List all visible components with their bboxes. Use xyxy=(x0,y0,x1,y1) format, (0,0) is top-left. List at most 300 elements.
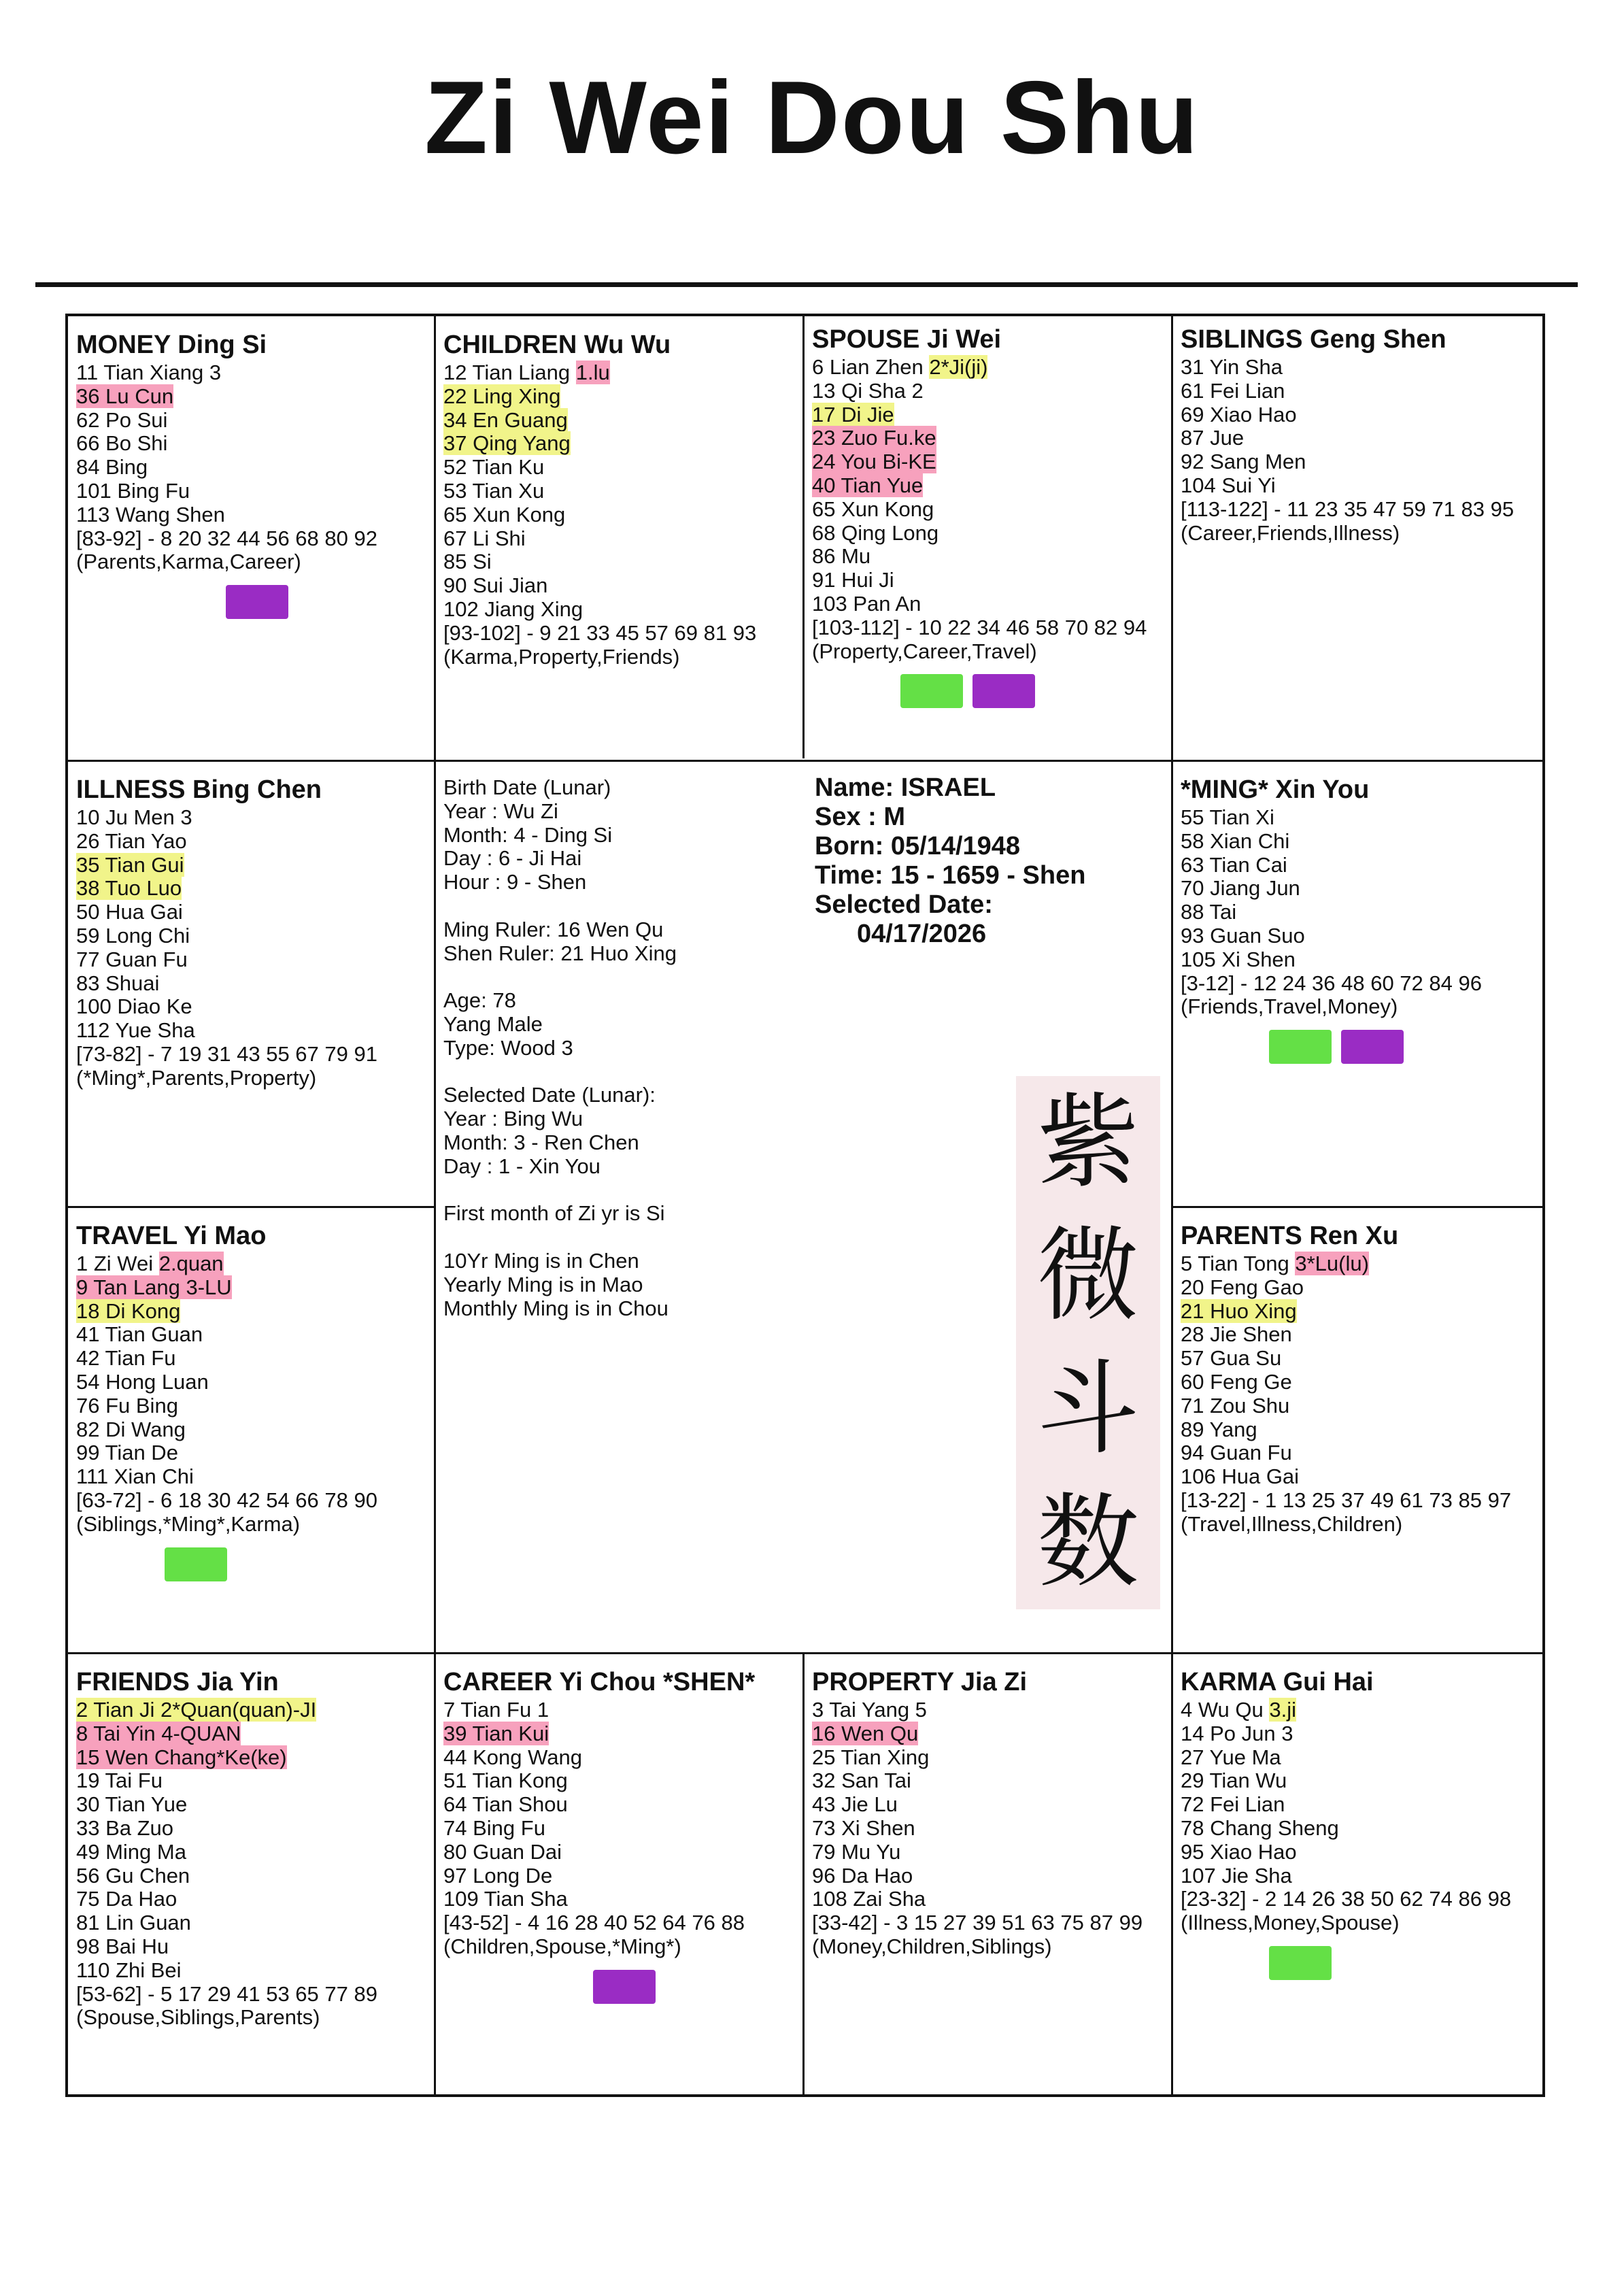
star-text: (Travel,Illness,Children) xyxy=(1181,1511,1403,1536)
star-line xyxy=(443,361,796,385)
palace-spouse xyxy=(804,311,1171,754)
star-line xyxy=(1181,426,1536,450)
color-markers xyxy=(76,585,427,619)
star-text: 5 Tian Tong xyxy=(1181,1252,1296,1275)
star-line xyxy=(1181,1465,1536,1489)
star-line xyxy=(1181,1722,1536,1746)
star-text: (Money,Children,Siblings) xyxy=(812,1934,1052,1958)
star-text: 71 Zou Shu xyxy=(1181,1393,1290,1418)
star-line xyxy=(76,480,427,503)
star-text: 72 Fei Lian xyxy=(1181,1792,1285,1817)
lunar-line: Birth Date (Lunar) xyxy=(443,775,611,799)
star-text: 112 Yue Sha xyxy=(76,1018,195,1043)
person-name: Name: ISRAEL xyxy=(815,773,996,802)
spacer xyxy=(443,1226,797,1250)
palace-heading: *MING* Xin You xyxy=(1181,775,1370,804)
purple-marker xyxy=(593,1970,656,2004)
star-text: 79 Mu Yu xyxy=(812,1839,901,1864)
star-text: 32 San Tai xyxy=(812,1768,911,1793)
star-line xyxy=(76,1769,427,1793)
star-line xyxy=(812,403,1164,427)
star-text: 58 Xian Chi xyxy=(1181,828,1290,853)
star-line xyxy=(443,1888,796,1911)
star-line xyxy=(76,385,427,409)
star-text: 49 Ming Ma xyxy=(76,1839,186,1864)
star-line xyxy=(76,1067,427,1090)
star-line xyxy=(76,1722,427,1746)
spacer xyxy=(443,1060,797,1084)
star-line xyxy=(443,574,796,598)
star-text: 55 Tian Xi xyxy=(1181,805,1274,829)
star-text: (Illness,Money,Spouse) xyxy=(1181,1911,1400,1935)
star-text: 87 Jue xyxy=(1181,426,1245,450)
star-line xyxy=(443,480,796,503)
star-text: 104 Sui Yi xyxy=(1181,473,1276,497)
star-line xyxy=(76,409,427,433)
star-line xyxy=(1181,1513,1536,1537)
star-text: 86 Mu xyxy=(812,544,871,569)
star-text: [53-62] - 5 17 29 41 53 65 77 89 xyxy=(76,1981,377,2006)
purple-marker xyxy=(1341,1030,1404,1064)
star-line xyxy=(812,1935,1164,1959)
star-line xyxy=(812,522,1164,546)
palace-heading: FRIENDS Jia Yin xyxy=(76,1668,279,1696)
star-line xyxy=(443,1841,796,1864)
spacer xyxy=(443,1179,797,1203)
palace-heading: PROPERTY Jia Zi xyxy=(812,1668,1028,1696)
star-line xyxy=(812,1817,1164,1841)
star-text: 70 Jiang Jun xyxy=(1181,876,1300,901)
green-marker xyxy=(165,1547,227,1581)
star-text: (Spouse,Siblings,Parents) xyxy=(76,2005,320,2030)
lunar-line: Day : 6 - Ji Hai xyxy=(443,846,582,871)
star-text: 16 Wen Qu xyxy=(812,1721,919,1745)
star-line xyxy=(443,1722,796,1746)
star-text: 36 Lu Cun xyxy=(76,384,174,408)
palace-heading: TRAVEL Yi Mao xyxy=(76,1222,267,1250)
star-text: 84 Bing xyxy=(76,455,148,480)
calligraphy-seal xyxy=(1016,1076,1160,1609)
star-text: 106 Hua Gai xyxy=(1181,1464,1300,1489)
star-line xyxy=(443,1793,796,1817)
star-line xyxy=(812,450,1164,474)
lunar-line: Shen Ruler: 21 Huo Xing xyxy=(443,941,677,965)
star-text: 1 Zi Wei xyxy=(76,1252,159,1275)
star-line xyxy=(1181,877,1536,901)
palace-money xyxy=(68,316,434,760)
lunar-line: Day : 1 - Xin You xyxy=(443,1154,600,1178)
lunar-line: Year : Wu Zi xyxy=(443,799,558,823)
palace-siblings xyxy=(1172,311,1542,754)
star-text: 57 Gua Su xyxy=(1181,1346,1282,1371)
star-line xyxy=(76,432,427,456)
star-text: [83-92] - 8 20 32 44 56 68 80 92 xyxy=(76,526,377,550)
transform-marker: 3*Lu(lu) xyxy=(1295,1252,1369,1275)
star-line xyxy=(443,385,796,409)
star-text: [113-122] - 11 23 35 47 59 71 83 95 xyxy=(1181,497,1515,521)
star-line xyxy=(76,877,427,901)
star-line xyxy=(76,2006,427,2030)
star-text: 98 Bai Hu xyxy=(76,1934,169,1958)
star-text: 53 Tian Xu xyxy=(443,478,545,503)
lunar-line: First month of Zi yr is Si xyxy=(443,1201,665,1226)
star-line xyxy=(76,1252,427,1276)
star-line xyxy=(443,1935,796,1959)
star-line xyxy=(76,1817,427,1841)
palace-heading: SIBLINGS Geng Shen xyxy=(1181,325,1447,354)
color-markers xyxy=(812,674,1164,708)
star-text: 77 Guan Fu xyxy=(76,947,188,971)
star-text: 10 Ju Men 3 xyxy=(76,805,192,829)
lunar-line: Ming Ruler: 16 Wen Qu xyxy=(443,917,664,941)
star-line xyxy=(76,1935,427,1959)
star-line xyxy=(1181,1864,1536,1888)
star-text: 22 Ling Xing xyxy=(443,384,561,408)
palace-karma xyxy=(1172,1654,1542,2094)
star-line xyxy=(812,545,1164,569)
star-text: 11 Tian Xiang 3 xyxy=(76,361,222,384)
star-text: 67 Li Shi xyxy=(443,526,526,550)
star-text: 44 Kong Wang xyxy=(443,1745,582,1769)
star-line xyxy=(76,1371,427,1394)
star-line xyxy=(76,1911,427,1935)
star-line xyxy=(76,806,427,830)
star-line xyxy=(1181,1300,1536,1324)
star-line xyxy=(1181,948,1536,972)
palace-heading: CAREER Yi Chou *SHEN* xyxy=(443,1668,756,1696)
star-line xyxy=(812,498,1164,522)
color-markers xyxy=(1181,1946,1536,1980)
star-text: 109 Tian Sha xyxy=(443,1887,568,1911)
star-text: [63-72] - 6 18 30 42 54 66 78 90 xyxy=(76,1488,377,1512)
lunar-line: Year : Bing Wu xyxy=(443,1107,583,1131)
star-line xyxy=(443,1817,796,1841)
star-text: 68 Qing Long xyxy=(812,520,939,545)
star-line xyxy=(76,527,427,551)
star-text: 88 Tai xyxy=(1181,900,1237,924)
seal-char-3: 斗 xyxy=(1036,1350,1139,1469)
star-line xyxy=(1181,522,1536,546)
color-markers xyxy=(443,1970,796,2004)
star-line xyxy=(443,456,796,480)
star-text: 113 Wang Shen xyxy=(76,502,225,526)
star-line xyxy=(76,1959,427,1983)
star-line xyxy=(443,1864,796,1888)
palace-ming xyxy=(1172,761,1542,1206)
star-line xyxy=(812,1888,1164,1911)
star-text: 52 Tian Ku xyxy=(443,455,545,480)
purple-marker xyxy=(226,585,288,619)
star-line xyxy=(76,550,427,574)
star-text: 93 Guan Suo xyxy=(1181,923,1305,948)
star-line xyxy=(1181,1746,1536,1770)
star-text: 105 Xi Shen xyxy=(1181,947,1296,971)
star-text: (Career,Friends,Illness) xyxy=(1181,520,1400,545)
star-text: 40 Tian Yue xyxy=(812,473,924,497)
star-line xyxy=(76,948,427,972)
green-marker xyxy=(1269,1030,1332,1064)
star-text: 27 Yue Ma xyxy=(1181,1745,1281,1769)
lunar-line: Selected Date (Lunar): xyxy=(443,1083,656,1107)
page-title: Zi Wei Dou Shu xyxy=(424,60,1200,175)
star-text: [33-42] - 3 15 27 39 51 63 75 87 99 xyxy=(812,1911,1143,1935)
star-line xyxy=(76,1746,427,1770)
star-text: [3-12] - 12 24 36 48 60 72 84 96 xyxy=(1181,971,1482,995)
star-line xyxy=(1181,1276,1536,1300)
star-text: 14 Po Jun 3 xyxy=(1181,1721,1293,1745)
star-line xyxy=(812,380,1164,403)
selected-date-label: Selected Date: xyxy=(815,890,993,919)
star-text: 94 Guan Fu xyxy=(1181,1441,1292,1465)
star-text: (Children,Spouse,*Ming*) xyxy=(443,1934,681,1958)
star-line xyxy=(812,426,1164,450)
star-line xyxy=(1181,498,1536,522)
star-text: [23-32] - 2 14 26 38 50 62 74 86 98 xyxy=(1181,1887,1512,1911)
star-line xyxy=(443,598,796,622)
star-text: 63 Tian Cai xyxy=(1181,852,1287,877)
star-text: 21 Huo Xing xyxy=(1181,1298,1297,1323)
star-line xyxy=(76,1300,427,1324)
palace-heading: PARENTS Ren Xu xyxy=(1181,1222,1399,1250)
spacer xyxy=(443,894,797,918)
star-text: 31 Yin Sha xyxy=(1181,355,1283,379)
star-text: 30 Tian Yue xyxy=(76,1792,188,1817)
star-line xyxy=(1181,830,1536,854)
green-marker xyxy=(1269,1946,1332,1980)
lunar-info xyxy=(443,776,797,1320)
star-text: 50 Hua Gai xyxy=(76,900,183,924)
lunar-line: Age: 78 xyxy=(443,988,516,1013)
star-text: 110 Zhi Bei xyxy=(76,1958,182,1982)
star-text: 75 Da Hao xyxy=(76,1887,177,1911)
star-text: 13 Qi Sha 2 xyxy=(812,378,924,403)
star-line xyxy=(76,901,427,924)
star-text: 6 Lian Zhen xyxy=(812,355,930,379)
star-line xyxy=(812,1841,1164,1864)
star-line xyxy=(1181,1817,1536,1841)
star-text: 8 Tai Yin 4-QUAN xyxy=(76,1721,241,1745)
star-line xyxy=(1181,356,1536,380)
star-text: 23 Zuo Fu.ke xyxy=(812,426,936,450)
star-line xyxy=(812,1793,1164,1817)
star-text: 73 Xi Shen xyxy=(812,1815,915,1840)
star-text: 34 En Guang xyxy=(443,407,568,432)
star-line xyxy=(1181,1371,1536,1394)
star-text: [43-52] - 4 16 28 40 52 64 76 88 xyxy=(443,1911,745,1935)
star-line xyxy=(1181,1769,1536,1793)
star-line xyxy=(443,1769,796,1793)
lunar-line: Monthly Ming is in Chou xyxy=(443,1296,669,1320)
transform-marker: 3.ji xyxy=(1269,1698,1297,1722)
star-text: 85 Si xyxy=(443,550,492,574)
star-text: 65 Xun Kong xyxy=(443,502,566,526)
star-line xyxy=(443,646,796,669)
star-line xyxy=(76,1394,427,1418)
star-line xyxy=(76,1441,427,1465)
star-text: 76 Fu Bing xyxy=(76,1393,178,1418)
star-text: 56 Gu Chen xyxy=(76,1863,190,1888)
star-text: 95 Xiao Hao xyxy=(1181,1839,1297,1864)
transform-marker: 2.quan xyxy=(158,1252,224,1275)
star-text: [93-102] - 9 21 33 45 57 69 81 93 xyxy=(443,620,757,645)
palace-friends xyxy=(68,1654,434,2094)
star-text: 62 Po Sui xyxy=(76,407,168,432)
star-text: 108 Zai Sha xyxy=(812,1887,926,1911)
star-line xyxy=(1181,1698,1536,1722)
star-line xyxy=(76,1513,427,1537)
star-line xyxy=(812,640,1164,664)
seal-char-2: 微 xyxy=(1036,1217,1139,1335)
palace-heading: ILLNESS Bing Chen xyxy=(76,775,322,804)
star-text: 90 Sui Jian xyxy=(443,573,548,598)
star-line xyxy=(1181,1841,1536,1864)
palace-heading: KARMA Gui Hai xyxy=(1181,1668,1374,1696)
star-line xyxy=(76,1347,427,1371)
star-line xyxy=(1181,995,1536,1019)
chart-grid xyxy=(65,314,1545,2097)
lunar-line: Hour : 9 - Shen xyxy=(443,870,587,894)
star-line xyxy=(76,1418,427,1442)
star-text: 7 Tian Fu 1 xyxy=(443,1698,549,1722)
star-text: 111 Xian Chi xyxy=(76,1464,194,1489)
star-text: (Friends,Travel,Money) xyxy=(1181,994,1398,1019)
star-text: [103-112] - 10 22 34 46 58 70 82 94 xyxy=(812,615,1147,639)
star-text: 82 Di Wang xyxy=(76,1417,186,1441)
palace-property xyxy=(804,1654,1171,2094)
star-line xyxy=(1181,403,1536,427)
star-line xyxy=(76,1983,427,2007)
star-text: 80 Guan Dai xyxy=(443,1839,562,1864)
star-line xyxy=(812,474,1164,498)
seal-char-1: 紫 xyxy=(1036,1084,1139,1202)
star-line xyxy=(812,356,1164,380)
star-line xyxy=(1181,1323,1536,1347)
seal-char-4: 数 xyxy=(1036,1483,1139,1602)
star-line xyxy=(812,1911,1164,1935)
lunar-line: Month: 4 - Ding Si xyxy=(443,822,613,847)
star-line xyxy=(1181,1888,1536,1911)
star-text: 26 Tian Yao xyxy=(76,828,187,853)
person-info xyxy=(815,773,1162,949)
star-line xyxy=(1181,474,1536,498)
transform-marker: 2*Ji(ji) xyxy=(929,355,988,379)
star-line xyxy=(76,854,427,877)
star-text: 74 Bing Fu xyxy=(443,1815,545,1840)
star-text: 51 Tian Kong xyxy=(443,1768,568,1793)
person-sex: Sex : M xyxy=(815,803,906,831)
star-line xyxy=(76,1698,427,1722)
palace-parents xyxy=(1172,1207,1542,1652)
star-text: 15 Wen Chang*Ke(ke) xyxy=(76,1745,287,1769)
star-text: 42 Tian Fu xyxy=(76,1346,176,1371)
star-text: 17 Di Jie xyxy=(812,402,894,426)
star-line xyxy=(443,409,796,433)
star-text: 39 Tian Kui xyxy=(443,1721,549,1745)
star-text: 64 Tian Shou xyxy=(443,1792,568,1817)
star-text: 96 Da Hao xyxy=(812,1863,913,1888)
star-text: 65 Xun Kong xyxy=(812,497,934,521)
star-line xyxy=(1181,1347,1536,1371)
star-line xyxy=(443,432,796,456)
star-line xyxy=(1181,1793,1536,1817)
star-line xyxy=(443,550,796,574)
star-text: (Karma,Property,Friends) xyxy=(443,644,680,669)
star-line xyxy=(1181,806,1536,830)
star-text: 24 You Bi-KE xyxy=(812,450,936,474)
star-text: (Siblings,*Ming*,Karma) xyxy=(76,1511,301,1536)
star-line xyxy=(1181,1441,1536,1465)
star-line xyxy=(443,503,796,527)
star-text: 12 Tian Liang xyxy=(443,361,576,384)
color-markers xyxy=(1181,1030,1536,1064)
lunar-line: Yearly Ming is in Mao xyxy=(443,1272,643,1296)
palace-illness xyxy=(68,761,434,1206)
star-text: 102 Jiang Xing xyxy=(443,597,583,621)
spacer xyxy=(443,965,797,989)
star-text: 20 Feng Gao xyxy=(1181,1275,1304,1299)
lunar-line: Type: Wood 3 xyxy=(443,1035,573,1060)
star-line xyxy=(1181,1911,1536,1935)
star-text: 25 Tian Xing xyxy=(812,1745,930,1769)
star-line xyxy=(76,1465,427,1489)
star-line xyxy=(76,924,427,948)
star-text: 19 Tai Fu xyxy=(76,1768,163,1793)
star-line xyxy=(76,456,427,480)
star-line xyxy=(1181,380,1536,403)
purple-marker xyxy=(972,674,1035,708)
lunar-line: Yang Male xyxy=(443,1011,543,1036)
star-line xyxy=(812,1698,1164,1722)
star-line xyxy=(443,1746,796,1770)
star-line xyxy=(76,972,427,996)
star-line xyxy=(76,1841,427,1864)
star-text: [13-22] - 1 13 25 37 49 61 73 85 97 xyxy=(1181,1488,1512,1512)
star-line xyxy=(443,1698,796,1722)
star-text: 35 Tian Gui xyxy=(76,852,184,877)
star-line xyxy=(812,1769,1164,1793)
star-text: 60 Feng Ge xyxy=(1181,1369,1292,1394)
star-text: 91 Hui Ji xyxy=(812,568,894,592)
selected-date-value: 04/17/2026 xyxy=(857,920,987,948)
star-text: (Parents,Karma,Career) xyxy=(76,550,301,574)
star-line xyxy=(1181,1489,1536,1513)
title-divider xyxy=(35,282,1578,287)
palace-children xyxy=(435,316,802,760)
star-line xyxy=(76,830,427,854)
star-text: 107 Jie Sha xyxy=(1181,1863,1292,1888)
star-line xyxy=(443,1911,796,1935)
star-line xyxy=(1181,901,1536,924)
star-line xyxy=(1181,1252,1536,1276)
star-text: 69 Xiao Hao xyxy=(1181,402,1297,426)
star-line xyxy=(812,569,1164,592)
star-line xyxy=(76,1489,427,1513)
star-line xyxy=(812,592,1164,616)
star-text: (*Ming*,Parents,Property) xyxy=(76,1065,317,1090)
star-text: 97 Long De xyxy=(443,1863,553,1888)
star-text: 92 Sang Men xyxy=(1181,450,1306,474)
star-line xyxy=(76,1323,427,1347)
star-line xyxy=(1181,1418,1536,1442)
star-text: 101 Bing Fu xyxy=(76,478,190,503)
star-text: 99 Tian De xyxy=(76,1441,178,1465)
star-text: (Property,Career,Travel) xyxy=(812,639,1037,663)
star-line xyxy=(812,1864,1164,1888)
person-time: Time: 15 - 1659 - Shen xyxy=(815,861,1086,890)
transform-marker: 1.lu xyxy=(575,361,610,384)
star-line xyxy=(76,995,427,1019)
star-line xyxy=(76,1864,427,1888)
